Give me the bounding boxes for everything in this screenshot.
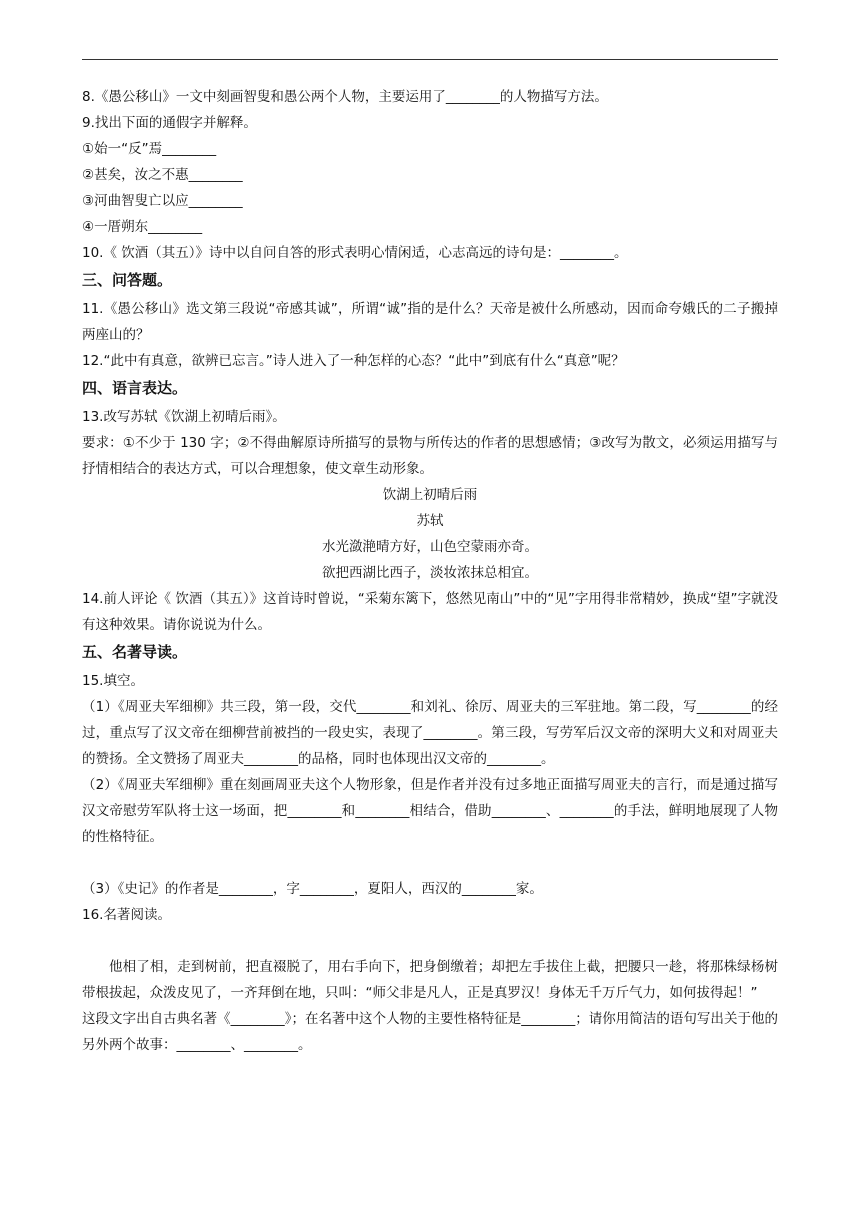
question-9-title: 9.找出下面的通假字并解释。	[82, 115, 257, 131]
poem-title: 饮湖上初晴后雨	[382, 487, 478, 503]
poem-author: 苏轼	[416, 513, 444, 529]
question-9-item-4: ④一厝朔东________	[82, 219, 203, 235]
header-rule	[82, 59, 778, 60]
question-9-item-3: ③河曲智叟亡以应________	[82, 193, 243, 209]
exam-page	[82, 84, 778, 1058]
question-15-part-2: （2）《周亚夫军细柳》重在刻画周亚夫这个人物形象，但是作者并没有过多地正面描写周亚夫的言行，而是通过描写汉文帝慰劳军队将士这一场面，把________和________相结合，借助________、________的手法，鲜明地展现了人物的性格特征。	[82, 777, 778, 845]
question-16-passage: 他相了相，走到树前，把直裰脱了，用右手向下，把身倒缴着；却把左手拔住上截，把腰只一趁，将那株绿杨树带根拔起，众泼皮见了，一齐拜倒在地，只叫：“师父非是凡人，正是真罗汉！身体无千万斤气力，如何拔得起！”	[82, 959, 778, 1001]
question-12: 12.“此中有真意，欲辨已忘言。”诗人进入了一种怎样的心态？“此中”到底有什么“真意”呢？	[82, 353, 625, 369]
question-15-title: 15.填空。	[82, 673, 144, 689]
question-13-title: 13.改写苏轼《饮湖上初晴后雨》。	[82, 409, 286, 425]
section-heading-5: 五、名著导读。	[82, 643, 188, 661]
question-14: 14.前人评论《 饮酒（其五）》这首诗时曾说，“采菊东篱下，悠然见南山”中的“见”字用得非常精妙，换成“望”字就没有这种效果。请你说说为什么。	[82, 591, 778, 633]
question-16-question: 这段文字出自古典名著《________》；在名著中这个人物的主要性格特征是________；请你用简洁的语句写出关于他的另外两个故事：________、________。	[82, 1011, 778, 1053]
poem-line-2: 欲把西湖比西子，淡妆浓抹总相宜。	[322, 565, 538, 581]
section-heading-3: 三、问答题。	[82, 271, 173, 289]
question-9-item-1: ①始一“反”焉________	[82, 141, 217, 157]
spacer	[82, 928, 778, 954]
poem-line-1: 水光潋滟晴方好，山色空蒙雨亦奇。	[322, 539, 538, 555]
question-9-item-2: ②甚矣，汝之不惠________	[82, 167, 243, 183]
section-heading-4: 四、语言表达。	[82, 379, 188, 397]
question-15-part-3: （3）《史记》的作者是________，字________，夏阳人，西汉的________家。	[82, 881, 543, 897]
question-13-requirements: 要求：①不少于 130 字；②不得曲解原诗所描写的景物与所传达的作者的思想感情；③改写为散文，必须运用描写与抒情相结合的表达方式，可以合理想象，使文章生动形象。	[82, 435, 778, 477]
question-8: 8.《愚公移山》一文中刻画智叟和愚公两个人物，主要运用了________的人物描写方法。	[82, 89, 608, 105]
spacer	[82, 850, 778, 876]
question-16-title: 16.名著阅读。	[82, 907, 171, 923]
question-10: 10.《 饮酒（其五）》诗中以自问自答的形式表明心情闲适，心志高远的诗句是：________。	[82, 245, 628, 261]
question-15-part-1: （1）《周亚夫军细柳》共三段，第一段，交代________和刘礼、徐厉、周亚夫的三军驻地。第二段，写________的经过，重点写了汉文帝在细柳营前被挡的一段史实，表现了________。第三段，写劳军后汉文帝的深明大义和对周亚夫的赞扬。全文赞扬了周亚夫________的品格，同时也体现出汉文帝的________。	[82, 699, 778, 767]
question-11: 11.《愚公移山》选文第三段说“帝感其诚”，所谓“诚”指的是什么？天帝是被什么所感动，因而命夸娥氏的二子搬掉两座山的？	[82, 301, 778, 343]
